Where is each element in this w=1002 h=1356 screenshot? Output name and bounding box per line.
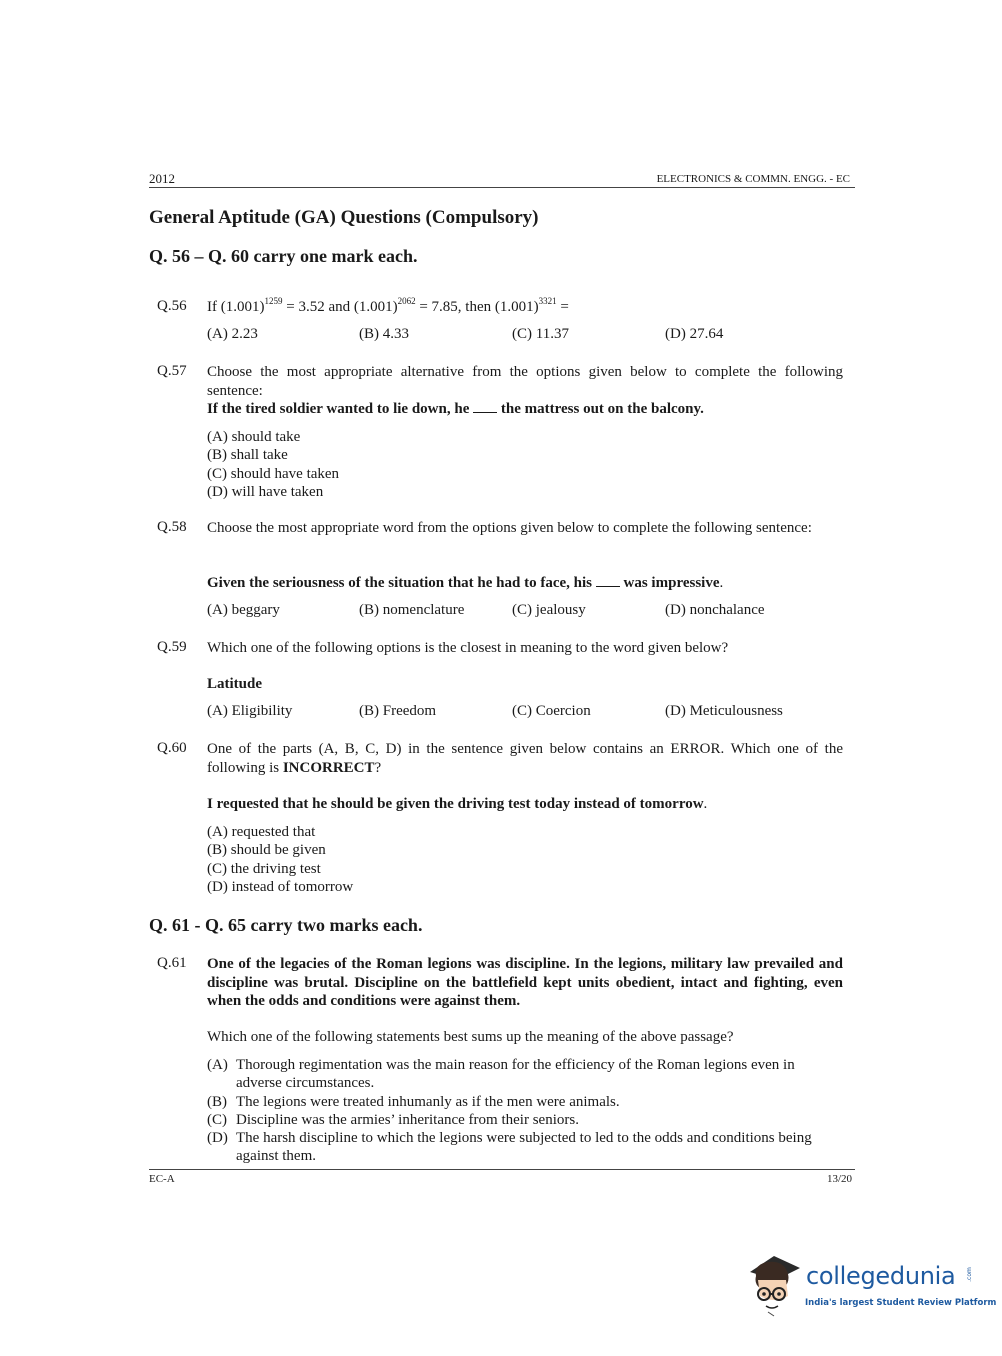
option: (B) 4.33 (359, 326, 409, 342)
question-number-58: Q.58 (157, 519, 187, 535)
question-text-57: Choose the most appropriate alternative from the options given below to complete the following sentence: (207, 364, 843, 399)
option: (D) instead of tomorrow (207, 878, 354, 895)
passage-61: One of the legacies of the Roman legions was discipline. In the legions, military law prevailed and discipline was brutal. Discipline on the battlefield kept units obedient, intact and fighting, even when the odds and conditions were against them. (207, 956, 843, 1009)
watermark-tagline: India's largest Student Review Platform (805, 1298, 997, 1308)
exam-year: 2012 (149, 171, 175, 186)
option: (A) beggary (207, 602, 280, 618)
paper-code: EC-A (149, 1173, 175, 1185)
option: (B) should be given (207, 842, 326, 859)
section-two-marks: Q. 61 - Q. 65 carry two marks each. (149, 915, 423, 935)
question-text-59: Which one of the following options is the closest in meaning to the word given below? (207, 640, 729, 656)
option: (D) 27.64 (665, 326, 724, 342)
blank-line (596, 574, 620, 587)
question-text-60: One of the parts (A, B, C, D) in the sentence given below contains an ERROR. Which one of the following is INCORRECT? (207, 741, 843, 776)
page-number: 13/20 (826, 1173, 852, 1185)
question-text-58: Choose the most appropriate word from the options given below to complete the following sentence: (207, 520, 812, 536)
option: (D) The harsh discipline to which the legions were subjected to led to the odds and conditions being against them. (207, 1130, 812, 1165)
watermark-domain: .com (965, 1267, 973, 1282)
question-number-61: Q.61 (157, 955, 187, 971)
options-60 (207, 823, 353, 896)
option: (D) will have taken (207, 483, 324, 500)
blank-line (473, 400, 497, 413)
option: (A) 2.23 (207, 326, 258, 342)
option: (D) nonchalance (665, 602, 765, 618)
question-number-56: Q.56 (157, 298, 187, 314)
option: (A) Thorough regimentation was the main reason for the efficiency of the Roman legions even in adverse circumstances. (207, 1057, 795, 1092)
option: (C) should have taken (207, 465, 340, 482)
option: (B) shall take (207, 447, 288, 464)
section-one-mark: Q. 56 – Q. 60 carry one mark each. (149, 246, 418, 266)
option: (A) Eligibility (207, 703, 293, 719)
option: (C) Discipline was the armies’ inheritance from their seniors. (207, 1111, 579, 1128)
option: (A) requested that (207, 824, 316, 840)
paper-subject: ELECTRONICS & COMMN. ENGG. - EC (656, 173, 850, 185)
header-rule (149, 187, 855, 188)
sentence-58: Given the seriousness of the situation that he had to face, his was impressive. (207, 575, 724, 591)
word-59: Latitude (207, 676, 263, 692)
option: (A) should take (207, 429, 301, 445)
section-title-ga: General Aptitude (GA) Questions (Compulsory) (149, 207, 539, 228)
options-57 (207, 428, 339, 501)
question-number-59: Q.59 (157, 639, 187, 655)
question-text-56: If $(1.001)^{1259} = 3.52$ and $(1.001)^{2062} = 7.85$, then $(1.001)^{3321}$ = (207, 296, 569, 315)
option: (B) Freedom (359, 703, 437, 719)
question-number-60: Q.60 (157, 740, 187, 756)
options-61 (207, 1056, 837, 1166)
option: (C) 11.37 (512, 326, 569, 342)
sentence-57: If the tired soldier wanted to lie down, he the mattress out on the balcony. (207, 401, 704, 417)
question-text-61: Which one of the following statements best sums up the meaning of the above passage? (207, 1029, 734, 1045)
option: (C) the driving test (207, 860, 321, 877)
question-number-57: Q.57 (157, 363, 187, 379)
option: (D) Meticulousness (665, 703, 783, 719)
footer-rule (149, 1169, 855, 1170)
option: (B) The legions were treated inhumanly as if the men were animals. (207, 1093, 620, 1110)
watermark-brand: collegedunia (806, 1262, 956, 1290)
option: (C) Coercion (512, 703, 591, 719)
sentence-60: I requested that he should be given the driving test today instead of tomorrow. (207, 796, 708, 812)
option: (B) nomenclature (359, 602, 465, 618)
option: (C) jealousy (512, 602, 586, 618)
